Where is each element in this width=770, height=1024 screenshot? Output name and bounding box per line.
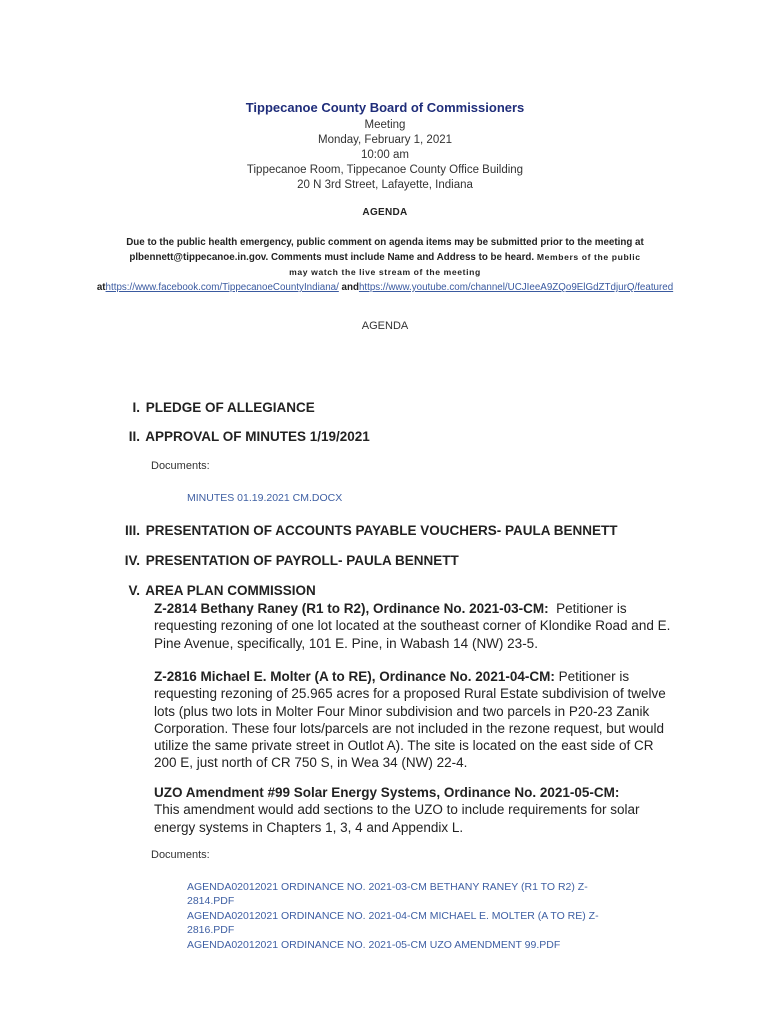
meeting-address: 20 N 3rd Street, Lafayette, Indiana: [297, 179, 473, 191]
youtube-link[interactable]: https://www.youtube.com/channel/UCJIeeA9ZQo9ElGdZTdjurQ/featured: [358, 282, 674, 293]
agenda-item-pledge: I. PLEDGE OF ALLEGIANCE: [132, 400, 315, 415]
notice-line-4: athttps://www.facebook.com/TippecanoeCountyIndiana/ andhttps://www.youtube.com/channel/UCJIeeA9ZQo9ElGdZTdjurQ/featured: [96, 282, 674, 293]
meeting-date: Monday, February 1, 2021: [317, 134, 453, 146]
meeting-label: Meeting: [364, 119, 406, 131]
meeting-location: Tippecanoe Room, Tippecanoe County Office Building: [246, 164, 524, 176]
uzo-document-link[interactable]: AGENDA02012021 ORDINANCE NO. 2021-05-CM UZO AMENDMENT 99.PDF: [187, 939, 561, 951]
apc-documents-label: Documents:: [151, 849, 210, 861]
agenda-subheading: AGENDA: [361, 320, 409, 332]
agenda-item-vouchers: III. PRESENTATION OF ACCOUNTS PAYABLE VOUCHERS- PAULA BENNETT: [124, 523, 618, 538]
uzo-paragraph: UZO Amendment #99 Solar Energy Systems, Ordinance No. 2021-05-CM: This amendment would add sections to the UZO to include requirements for solar energy systems in Chapters 1, 3, 4 and Appendix L.: [154, 785, 640, 835]
notice-line-1: Due to the public health emergency, public comment on agenda items may be submitted prior to the meeting at: [126, 237, 644, 248]
notice-line-3: may watch the live stream of the meeting: [289, 267, 481, 277]
meeting-time: 10:00 am: [361, 149, 409, 161]
facebook-link[interactable]: https://www.facebook.com/TippecanoeCountyIndiana/: [105, 282, 339, 293]
agenda-item-payroll: IV. PRESENTATION OF PAYROLL- PAULA BENNETT: [124, 553, 459, 568]
z2816-document-link[interactable]: AGENDA02012021 ORDINANCE NO. 2021-04-CM MICHAEL E. MOLTER (A TO RE) Z- 2816.PDF: [187, 910, 599, 937]
z2814-document-link[interactable]: AGENDA02012021 ORDINANCE NO. 2021-03-CM BETHANY RANEY (R1 TO R2) Z- 2814.PDF: [187, 881, 588, 908]
z2814-paragraph: Z-2814 Bethany Raney (R1 to R2), Ordinance No. 2021-03-CM: Petitioner is requesting rezoning of one lot located at the southeast corner of Klondike Road and E. Pine Avenue, specifically, 101 E. Pine, in Wabash 14 (NW) 23-5.: [154, 601, 671, 651]
public-comment-notice: [0, 235, 770, 295]
page-title: Tippecanoe County Board of Commissioners: [245, 100, 525, 115]
minutes-document-link[interactable]: MINUTES 01.19.2021 CM.DOCX: [187, 492, 343, 504]
notice-line-2: plbennett@tippecanoe.in.gov. Comments must include Name and Address to be heard. Members of the public: [129, 252, 641, 263]
documents-label: Documents:: [151, 460, 210, 472]
agenda-item-apc: V. AREA PLAN COMMISSION: [128, 583, 316, 598]
z2816-paragraph: Z-2816 Michael E. Molter (A to RE), Ordinance No. 2021-04-CM: Petitioner is requesting rezoning of 25.965 acres for a proposed Rural Estate subdivision of twelve lots (plus two lots in Molter Four Minor subdivision and two parcels in P20-23 Zanik Corporation. These four lots/parcels are not included in the rezone request, but would utilize the same private street in Outlot A). The site is located on the east side of CR 200 E, just north of CR 750 S, in Wea 34 (NW) 22-4.: [154, 669, 666, 771]
agenda-item-minutes: II. APPROVAL OF MINUTES 1/19/2021: [128, 429, 370, 444]
agenda-heading: AGENDA: [362, 207, 408, 218]
